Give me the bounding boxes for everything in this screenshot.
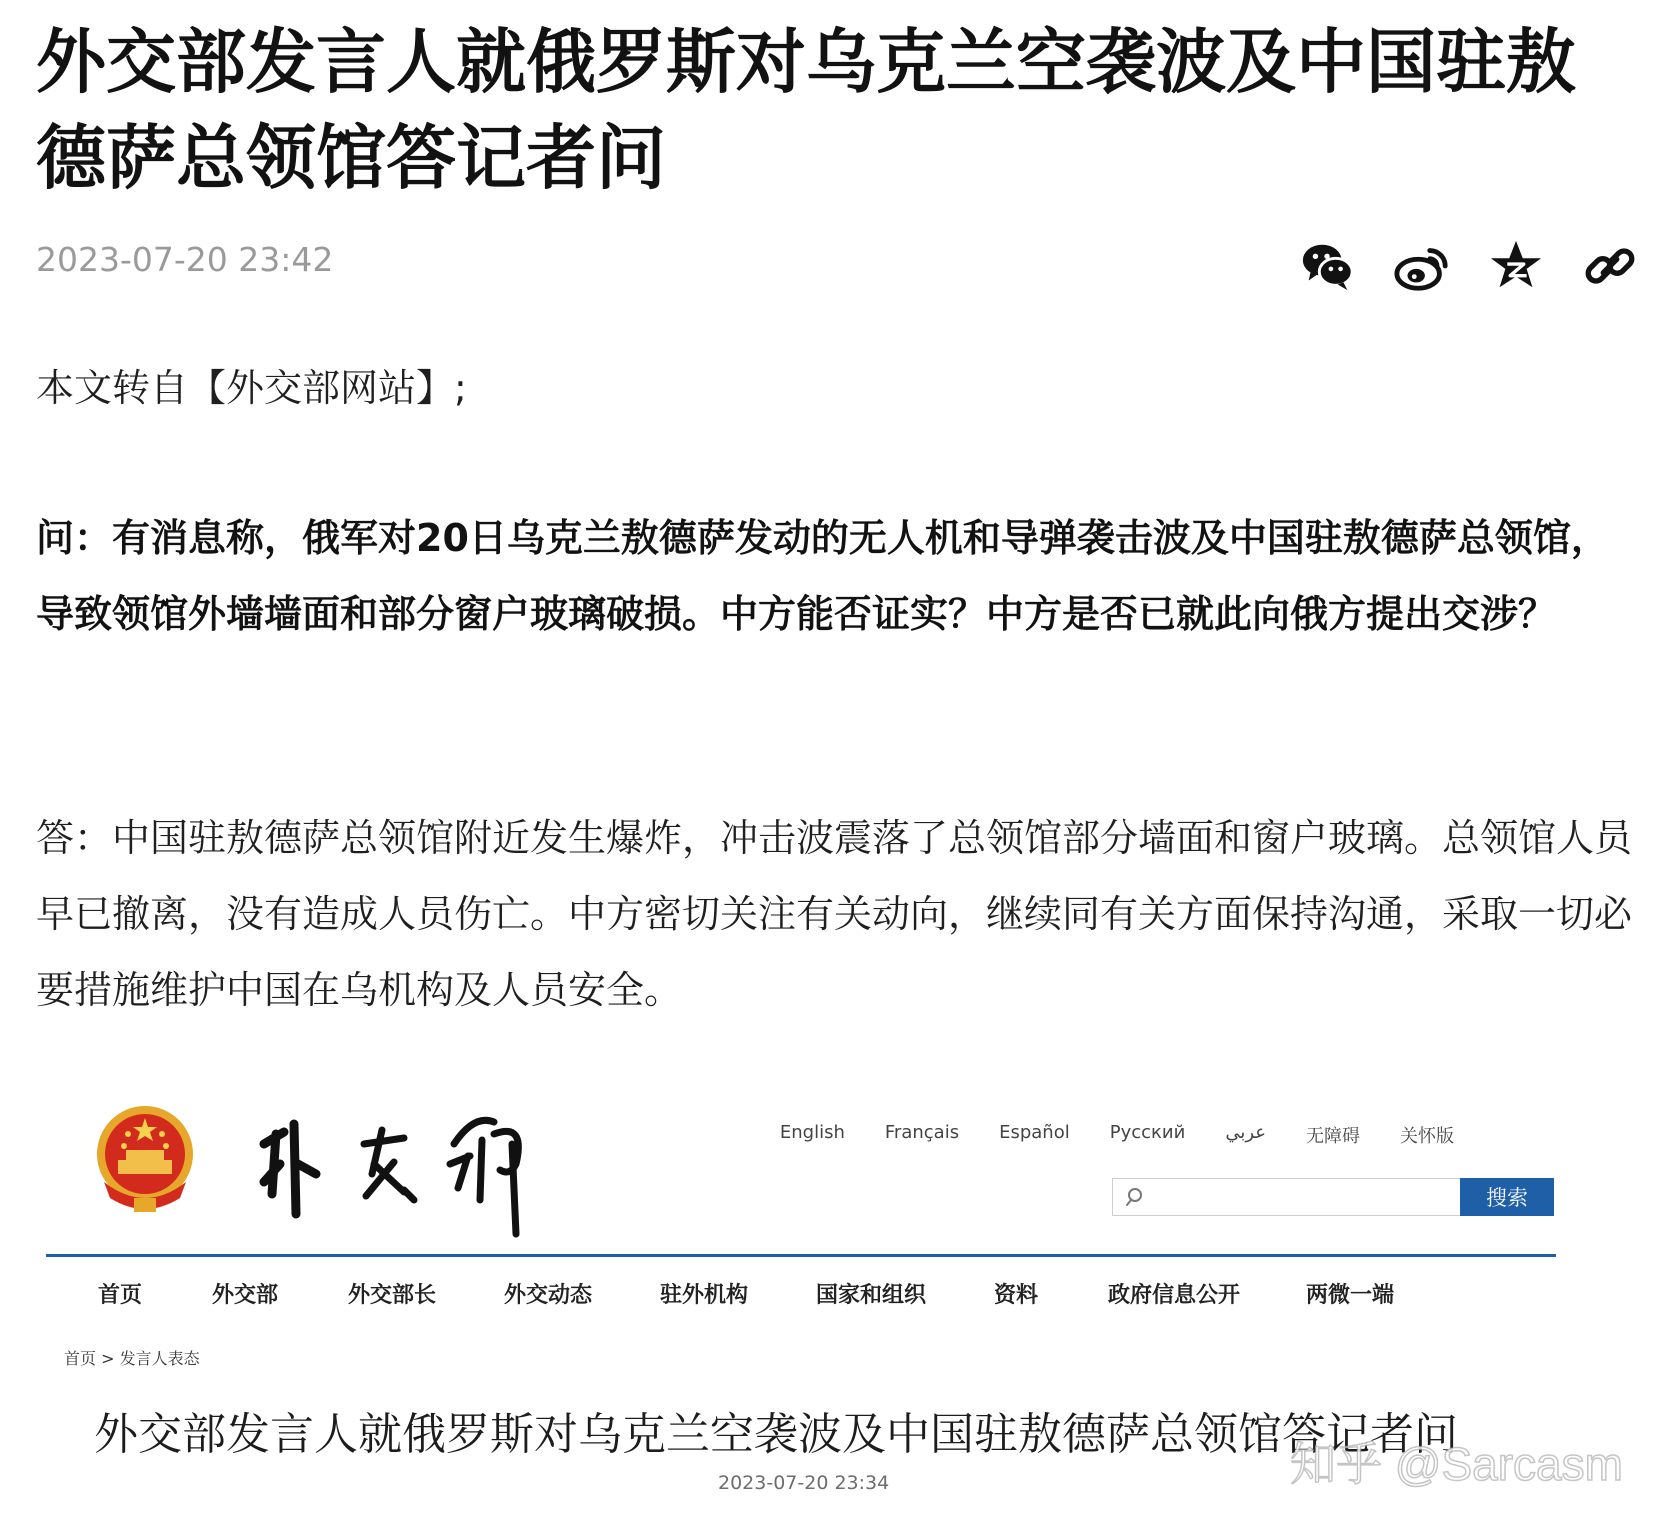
lang-arabic-link[interactable]: عربي — [1225, 1122, 1266, 1143]
nav-home[interactable]: 首页 — [98, 1283, 143, 1308]
zhihu-watermark: 知乎 @Sarcasm — [1290, 1438, 1623, 1490]
article-meta — [36, 236, 1640, 308]
nav-missions-abroad[interactable]: 驻外机构 — [660, 1283, 749, 1308]
nav-weibo-wechat-app[interactable]: 两微一端 — [1306, 1283, 1395, 1308]
lang-french-link[interactable]: Français — [884, 1122, 960, 1143]
weibo-icon — [1393, 237, 1451, 295]
embedded-article-title: 外交部发言人就俄罗斯对乌克兰空袭波及中国驻敖德萨总领馆答记者问 — [94, 1409, 1458, 1460]
search-icon — [1123, 1186, 1145, 1208]
search-button[interactable]: 搜索 — [1460, 1178, 1554, 1216]
nav-gov-info-disclosure[interactable]: 政府信息公开 — [1108, 1283, 1241, 1308]
share-wechat-button[interactable] — [1298, 236, 1358, 296]
lang-spanish-link[interactable]: Español — [999, 1122, 1070, 1143]
national-emblem-icon — [90, 1102, 200, 1218]
breadcrumb-separator: > — [101, 1349, 115, 1368]
nav-news[interactable]: 外交动态 — [504, 1283, 593, 1308]
share-bar — [1298, 236, 1640, 296]
mfa-calligraphy-logo — [254, 1104, 544, 1244]
wechat-icon — [1299, 237, 1357, 295]
header-divider — [46, 1254, 1556, 1257]
elderly-care-version-link[interactable]: 关怀版 — [1400, 1126, 1454, 1147]
article-title: 外交部发言人就俄罗斯对乌克兰空袭波及中国驻敖德萨总领馆答记者问 — [36, 21, 1576, 199]
accessibility-link[interactable]: 无障碍 — [1306, 1126, 1360, 1147]
embedded-article-date: 2023-07-20 23:34 — [718, 1472, 890, 1494]
nav-resources[interactable]: 资料 — [994, 1283, 1039, 1308]
share-weibo-button[interactable] — [1392, 236, 1452, 296]
nav-ministry[interactable]: 外交部 — [212, 1283, 279, 1308]
search-input[interactable] — [1153, 1179, 1433, 1217]
nav-minister[interactable]: 外交部长 — [348, 1283, 437, 1308]
breadcrumb-section[interactable]: 发言人表态 — [119, 1349, 200, 1368]
search-box — [1112, 1178, 1554, 1216]
breadcrumb — [64, 1346, 200, 1369]
source-note: 本文转自【外交部网站】; — [36, 366, 467, 410]
answer-paragraph: 答：中国驻敖德萨总领馆附近发生爆炸，冲击波震落了总领馆部分墙面和窗户玻璃。总领馆人员早已撤离，没有造成人员伤亡。中方密切关注有关动向，继续同有关方面保持沟通，采取一切必要措施维护中国在乌机构及人员安全。 — [36, 816, 1633, 1012]
share-qzone-button[interactable] — [1486, 236, 1546, 296]
lang-russian-link[interactable]: Русский — [1109, 1122, 1186, 1143]
copy-link-button[interactable] — [1580, 236, 1640, 296]
breadcrumb-home[interactable]: 首页 — [64, 1349, 97, 1368]
publish-time: 2023-07-20 23:42 — [36, 240, 334, 279]
language-bar — [780, 1122, 1454, 1148]
lang-english-link[interactable]: English — [779, 1122, 845, 1143]
link-icon — [1581, 237, 1639, 295]
main-nav — [46, 1272, 1556, 1312]
qzone-icon — [1487, 237, 1545, 295]
nav-countries-organizations[interactable]: 国家和组织 — [816, 1283, 927, 1308]
question-paragraph: 问：有消息称，俄军对20日乌克兰敖德萨发动的无人机和导弹袭击波及中国驻敖德萨总领馆，导致领馆外墙墙面和部分窗户玻璃破损。中方能否证实？中方是否已就此向俄方提出交涉？ — [36, 516, 1609, 636]
